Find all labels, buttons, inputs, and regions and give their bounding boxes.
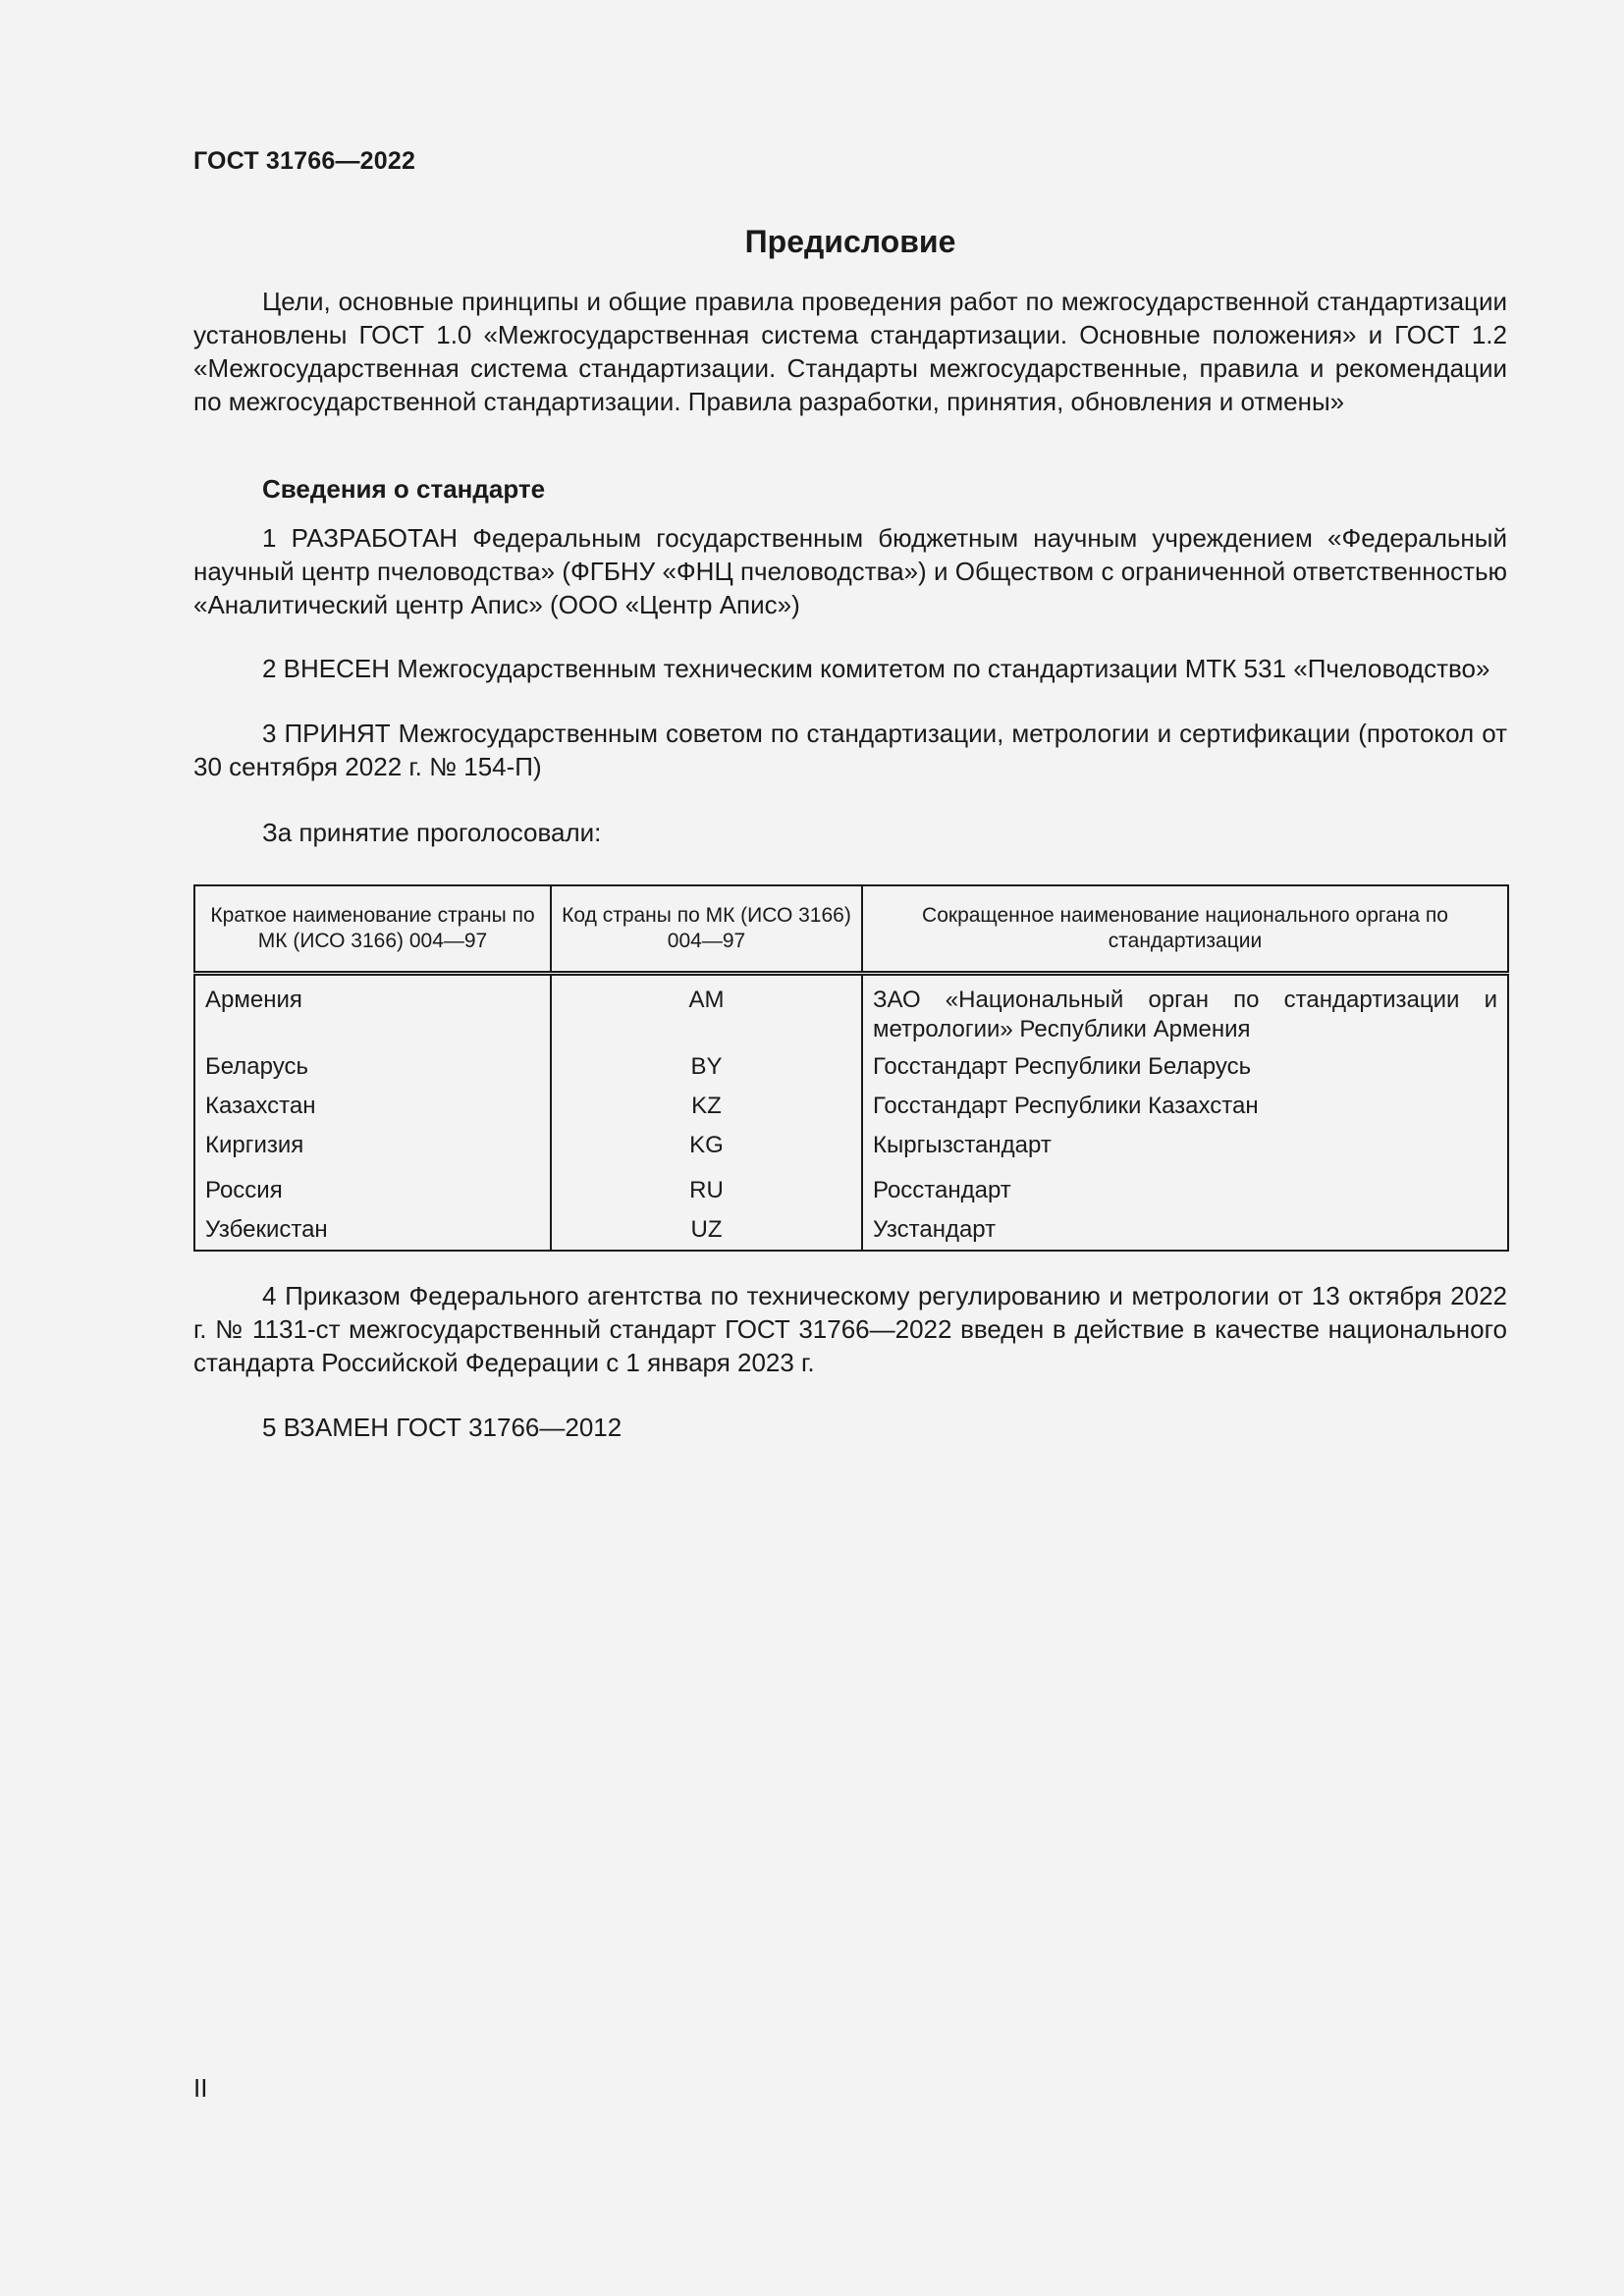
- item-2-submitted: 2 ВНЕСЕН Межгосударственным техническим комитетом по стандартизации МТК 531 «Пчеловодство»: [262, 654, 1490, 683]
- voted-label: За принятие проголосовали:: [262, 818, 602, 847]
- cell-code: UZ: [551, 1211, 862, 1251]
- cell-body: Госстандарт Республики Беларусь: [873, 1053, 1252, 1080]
- cell-code: KZ: [551, 1088, 862, 1127]
- cell-country: Беларусь: [194, 1048, 551, 1088]
- voting-table: [193, 884, 1509, 1252]
- item-5-replaces: 5 ВЗАМЕН ГОСТ 31766—2012: [262, 1413, 623, 1442]
- cell-body: Кыргызстандарт: [873, 1132, 1052, 1158]
- cell-country: Казахстан: [194, 1088, 551, 1127]
- table-row: [194, 1127, 1508, 1172]
- document-header: ГОСТ 31766—2022: [193, 147, 416, 175]
- table-row: [194, 1088, 1508, 1127]
- header-country-name: Краткое наименование страны по МК (ИСО 3166) 004—97: [194, 885, 551, 974]
- table-row: [194, 974, 1508, 1049]
- item-1-developed: 1 РАЗРАБОТАН Федеральным государственным бюджетным научным учреждением «Федеральный научный центр пчеловодства» (ФГБНУ «ФНЦ пчеловодства») и Обществом с ограниченной ответственностью «Аналитический центр Апис» (ООО «Центр Апис»): [193, 523, 1507, 619]
- cell-country: Россия: [194, 1172, 551, 1211]
- page-number: II: [193, 2073, 208, 2103]
- table-header-row: [194, 885, 1508, 974]
- header-national-body: Сокращенное наименование национального органа по стандартизации: [862, 885, 1508, 974]
- cell-country: Киргизия: [194, 1127, 551, 1172]
- item-3-adopted: 3 ПРИНЯТ Межгосударственным советом по стандартизации, метрологии и сертификации (протокол от 30 сентября 2022 г. № 154-П): [193, 719, 1507, 781]
- cell-country: Армения: [194, 974, 551, 1049]
- cell-code: AM: [551, 974, 862, 1049]
- cell-code: RU: [551, 1172, 862, 1211]
- cell-code: KG: [551, 1127, 862, 1172]
- table-row: [194, 1048, 1508, 1088]
- table-row: [194, 1172, 1508, 1211]
- info-heading: Сведения о стандарте: [262, 474, 546, 504]
- cell-body: Узстандарт: [873, 1216, 997, 1243]
- cell-body: Госстандарт Республики Казахстан: [873, 1093, 1259, 1119]
- page-title: Предисловие: [744, 224, 956, 259]
- item-4-order: 4 Приказом Федерального агентства по техническому регулированию и метрологии от 13 октября 2022 г. № 1131-ст межгосударственный стандарт ГОСТ 31766—2022 введен в действие в качестве национального стандарта Российской Федерации с 1 января 2023 г.: [193, 1281, 1507, 1377]
- cell-country: Узбекистан: [194, 1211, 551, 1251]
- table-row: [194, 1211, 1508, 1251]
- intro-paragraph: Цели, основные принципы и общие правила проведения работ по межгосударственной стандартизации установлены ГОСТ 1.0 «Межгосударственная система стандартизации. Основные положения» и ГОСТ 1.2 «Межгосударственная система стандартизации. Стандарты межгосударственные, правила и рекомендации по межгосударственной стандартизации. Правила разработки, принятия, обновления и отмены»: [193, 287, 1507, 416]
- cell-code: BY: [551, 1048, 862, 1088]
- cell-body: ЗАО «Национальный орган по стандартизации и метрологии» Республики Армения: [873, 987, 1497, 1042]
- cell-body: Росстандарт: [873, 1177, 1011, 1203]
- header-country-code: Код страны по МК (ИСО 3166) 004—97: [551, 885, 862, 974]
